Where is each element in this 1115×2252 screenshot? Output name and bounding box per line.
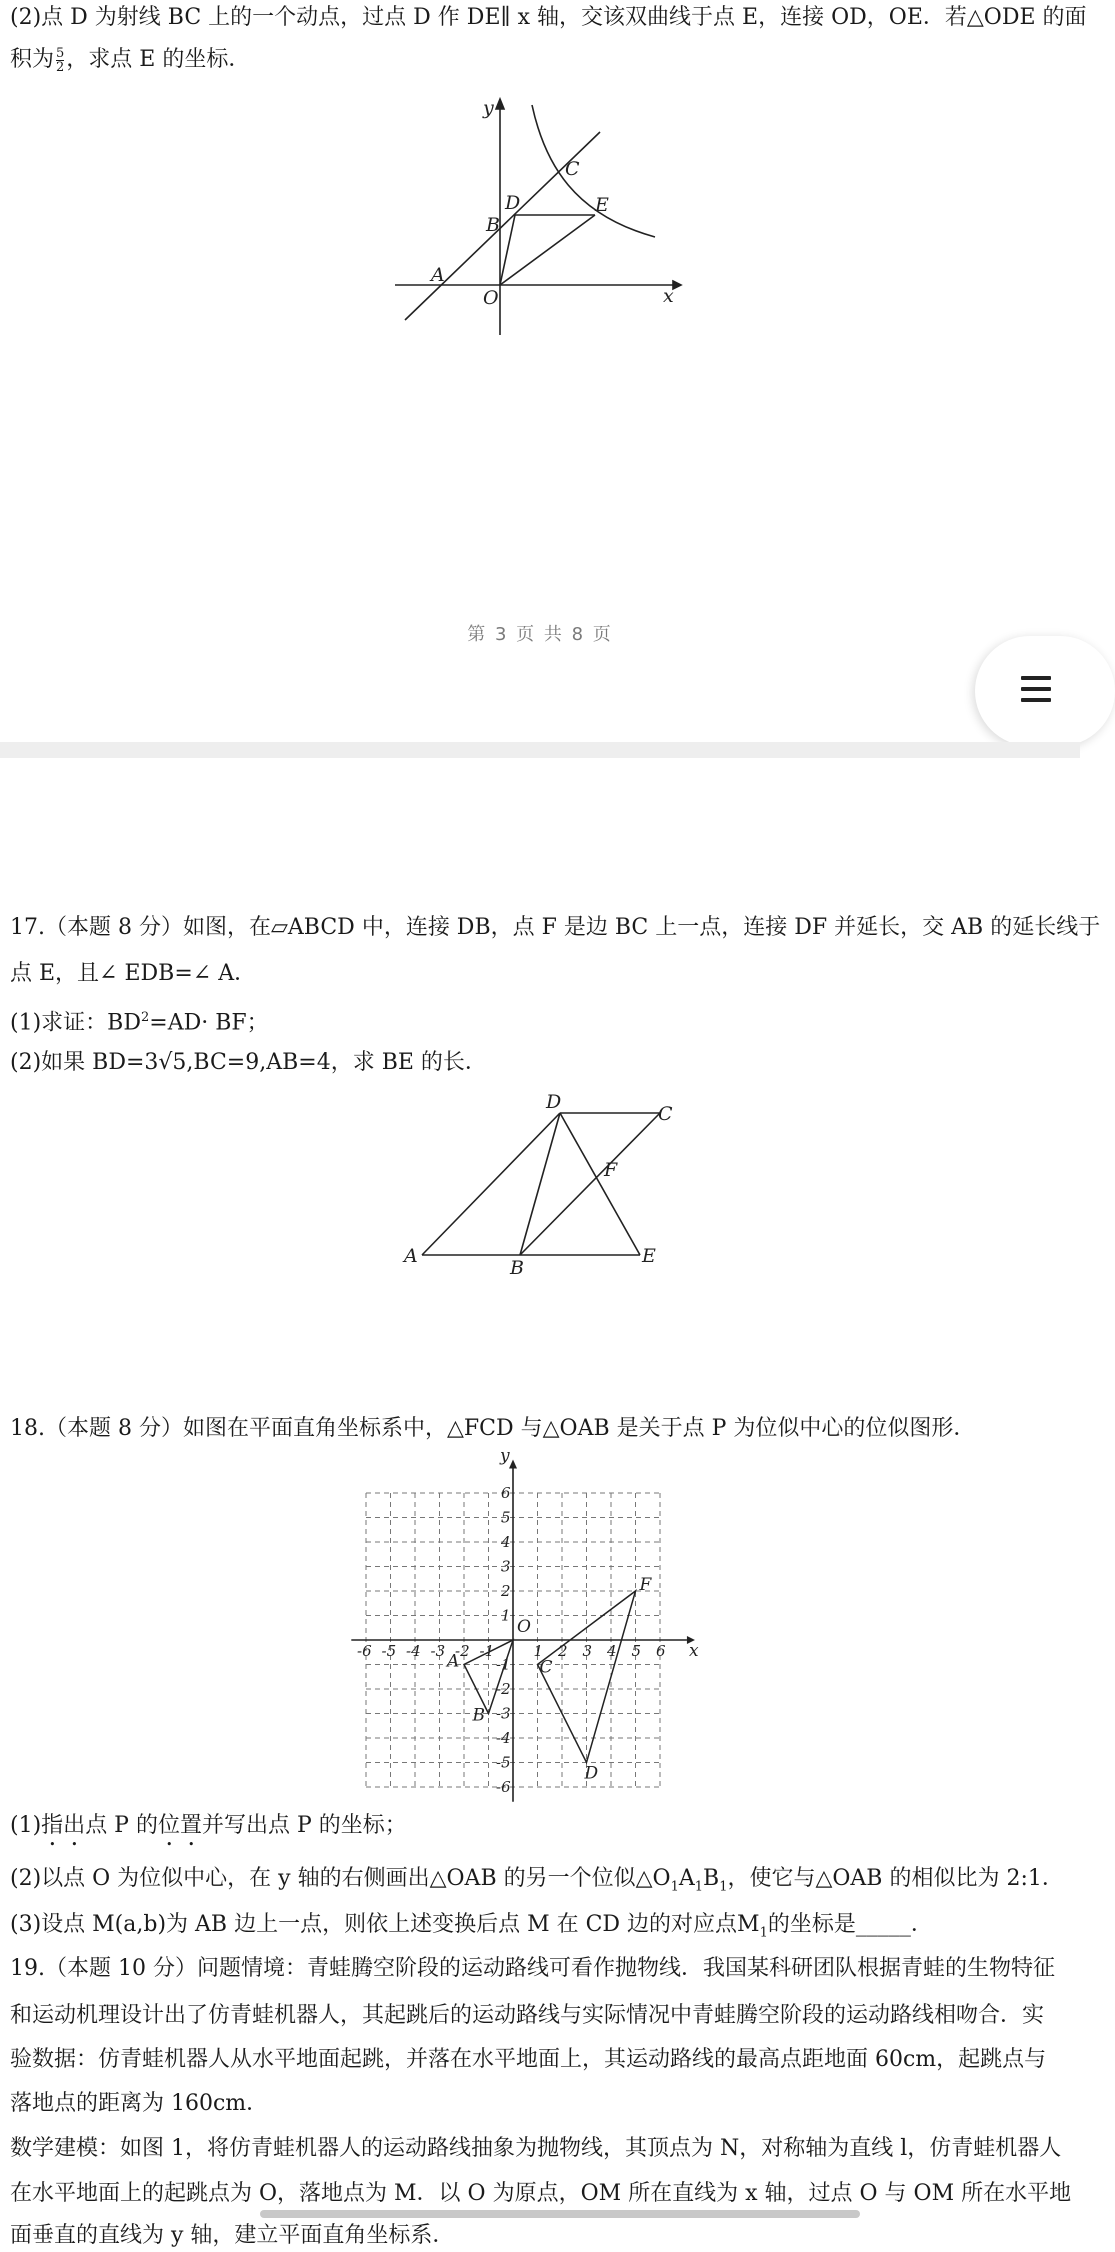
page-separator bbox=[0, 742, 1080, 758]
label-x: x bbox=[663, 285, 674, 307]
x-tick-label: -6 bbox=[357, 1642, 372, 1660]
y-axis-arrow bbox=[509, 1460, 517, 1469]
label-y: y bbox=[500, 1446, 510, 1467]
y-tick-label: -3 bbox=[496, 1704, 511, 1723]
x-tick-label: 2 bbox=[558, 1642, 568, 1660]
x-tick-label: 4 bbox=[607, 1642, 617, 1660]
q19-line1: 19.（本题 10 分）问题情境：青蛙腾空阶段的运动路线可看作抛物线．我国某科研团队根据青蛙的生物特征 bbox=[10, 1956, 1055, 1981]
x-tick-label: -4 bbox=[406, 1642, 421, 1660]
y-tick-label: -1 bbox=[496, 1655, 511, 1674]
q18-part3-a: (3)设点 M(a,b)为 AB 边上一点，则依上述变换后点 M 在 CD 边的对应点M bbox=[10, 1912, 760, 1937]
q18-part1-c: 并写出点 P 的坐标； bbox=[202, 1813, 407, 1838]
q19-line4: 落地点的距离为 160cm． bbox=[10, 2091, 269, 2116]
y-tick-label: 4 bbox=[501, 1533, 511, 1551]
q18-part2 bbox=[10, 1863, 1070, 1903]
segment-oe bbox=[500, 215, 595, 285]
label-y: y bbox=[483, 97, 494, 119]
x-tick-label: -2 bbox=[455, 1642, 470, 1660]
q18-part2-sub1: 1 bbox=[670, 1879, 679, 1895]
y-tick-label: -6 bbox=[496, 1778, 511, 1796]
q17-part1-prefix: (1)求证：BD bbox=[10, 1010, 141, 1036]
y-tick-label: 3 bbox=[501, 1557, 511, 1576]
q16-line2-prefix: 积为 bbox=[10, 47, 55, 72]
label-c: C bbox=[658, 1103, 673, 1125]
q18-part1-dotted: 指出 bbox=[41, 1813, 86, 1838]
q18-part2-b: A bbox=[678, 1866, 695, 1891]
q18-part1-dotted2: 位置 bbox=[157, 1813, 202, 1838]
label-b: B bbox=[486, 214, 500, 236]
y-tick-label: 1 bbox=[501, 1606, 511, 1625]
label-x: x bbox=[688, 1641, 699, 1661]
hamburger-icon bbox=[1021, 676, 1051, 702]
q18-part1-b: 点 P 的 bbox=[85, 1813, 158, 1838]
q18-part2-a: (2)以点 O 为位似中心，在 y 轴的右侧画出△OAB 的另一个位似△O bbox=[10, 1866, 671, 1891]
q19-line3: 验数据：仿青蛙机器人从水平地面起跳，并落在水平地面上，其运动路线的最高点距地面 60cm，起跳点与 bbox=[10, 2047, 1047, 2072]
q16-part2-line1: (2)点 D 为射线 BC 上的一个动点，过点 D 作 DE∥ x 轴，交该双曲线于点 E，连接 OD，OE．若△ODE 的面 bbox=[10, 5, 1087, 30]
label-a: A bbox=[431, 264, 445, 286]
label-o: O bbox=[517, 1617, 531, 1637]
area-fraction-den: 2 bbox=[56, 59, 65, 75]
x-tick-label: 6 bbox=[656, 1642, 666, 1660]
x-tick-label: -5 bbox=[381, 1642, 397, 1660]
x-tick-label: 1 bbox=[533, 1642, 544, 1660]
q17-line2: 点 E，且∠ EDB=∠ A． bbox=[10, 961, 257, 986]
label-e: E bbox=[595, 194, 609, 216]
q18-part1 bbox=[10, 1810, 1070, 1851]
y-tick-label: -2 bbox=[496, 1680, 511, 1698]
y-tick-label: -4 bbox=[496, 1729, 511, 1747]
label-d: D bbox=[546, 1091, 562, 1113]
x-tick-label: -1 bbox=[479, 1642, 495, 1660]
label-f: F bbox=[604, 1159, 618, 1181]
area-fraction bbox=[56, 47, 64, 74]
parallelogram-figure bbox=[400, 1090, 690, 1279]
x-tick-label: 5 bbox=[631, 1642, 642, 1660]
y-tick-label: 6 bbox=[501, 1484, 511, 1502]
q19-line6: 在水平地面上的起跳点为 O，落地点为 M．以 O 为原点，OM 所在直线为 x 轴，过点 O 与 OM 所在水平地 bbox=[10, 2181, 1072, 2206]
q18-part3 bbox=[10, 1909, 1070, 1949]
q19-line5: 数学建模：如图 1，将仿青蛙机器人的运动路线抽象为抛物线，其顶点为 N，对称轴为直线 l，仿青蛙机器人 bbox=[10, 2136, 1062, 2161]
hyperbola-curve bbox=[532, 105, 655, 237]
label-f: F bbox=[639, 1575, 652, 1595]
x-tick-label: 3 bbox=[582, 1642, 593, 1660]
q16-part2-line2 bbox=[10, 44, 1070, 76]
segment-de bbox=[560, 1113, 640, 1255]
label-e: E bbox=[642, 1245, 656, 1267]
q17-part2: (2)如果 BD=3√5,BC=9,AB=4，求 BE 的长． bbox=[10, 1050, 487, 1075]
hyperbola-figure bbox=[395, 95, 685, 340]
label-b: B bbox=[472, 1705, 485, 1726]
horizontal-scrollbar[interactable] bbox=[260, 2210, 860, 2218]
y-tick-label: 5 bbox=[501, 1508, 511, 1527]
q19-line2: 和运动机理设计出了仿青蛙机器人，其起跳后的运动路线与实际情况中青蛙腾空阶段的运动路线相吻合．实 bbox=[10, 2003, 1045, 2028]
y-tick-label: 2 bbox=[501, 1582, 511, 1600]
q18-part2-sub2: 1 bbox=[694, 1879, 704, 1895]
q18-part1-a: (1) bbox=[10, 1813, 42, 1838]
q18-part2-c: B bbox=[703, 1866, 720, 1891]
q19-line7: 面垂直的直线为 y 轴，建立平面直角坐标系． bbox=[10, 2223, 455, 2248]
q18-part2-d: ，使它与△OAB 的相似比为 2:1． bbox=[727, 1866, 1064, 1891]
label-o: O bbox=[483, 287, 499, 309]
label-c: C bbox=[539, 1657, 553, 1678]
x-tick-label: -3 bbox=[430, 1642, 446, 1660]
area-fraction-num: 5 bbox=[56, 45, 65, 61]
q18-line1: 18.（本题 8 分）如图在平面直角坐标系中，△FCD 与△OAB 是关于点 P 为位似中心的位似图形． bbox=[10, 1416, 976, 1441]
coordinate-grid-figure bbox=[357, 1446, 715, 1796]
label-a: A bbox=[447, 1651, 460, 1672]
label-d: D bbox=[584, 1763, 599, 1784]
side-cb bbox=[520, 1113, 660, 1255]
q18-part3-b: 的坐标是_____． bbox=[767, 1912, 933, 1937]
q17-part1-suffix: =AD· BF； bbox=[149, 1010, 269, 1036]
y-tick-label: -5 bbox=[496, 1753, 511, 1772]
q17-part1 bbox=[10, 1002, 1070, 1039]
q18-part2-sub3: 1 bbox=[719, 1879, 728, 1895]
q16-line2-suffix: ，求点 E 的坐标． bbox=[66, 47, 251, 72]
q18-part3-sub: 1 bbox=[759, 1925, 768, 1941]
x-axis-arrow bbox=[673, 281, 681, 289]
label-b: B bbox=[510, 1257, 524, 1279]
q17-part1-sup: 2 bbox=[140, 1010, 150, 1025]
page-footer: 第 3 页 共 8 页 bbox=[467, 624, 613, 645]
label-c: C bbox=[565, 158, 580, 180]
y-axis-arrow bbox=[496, 99, 504, 109]
label-d: D bbox=[505, 192, 521, 214]
menu-button[interactable] bbox=[975, 636, 1115, 746]
q17-line1: 17.（本题 8 分）如图，在▱ABCD 中，连接 DB，点 F 是边 BC 上一点，连接 DF 并延长，交 AB 的延长线于 bbox=[10, 915, 1101, 940]
label-a: A bbox=[404, 1245, 418, 1267]
